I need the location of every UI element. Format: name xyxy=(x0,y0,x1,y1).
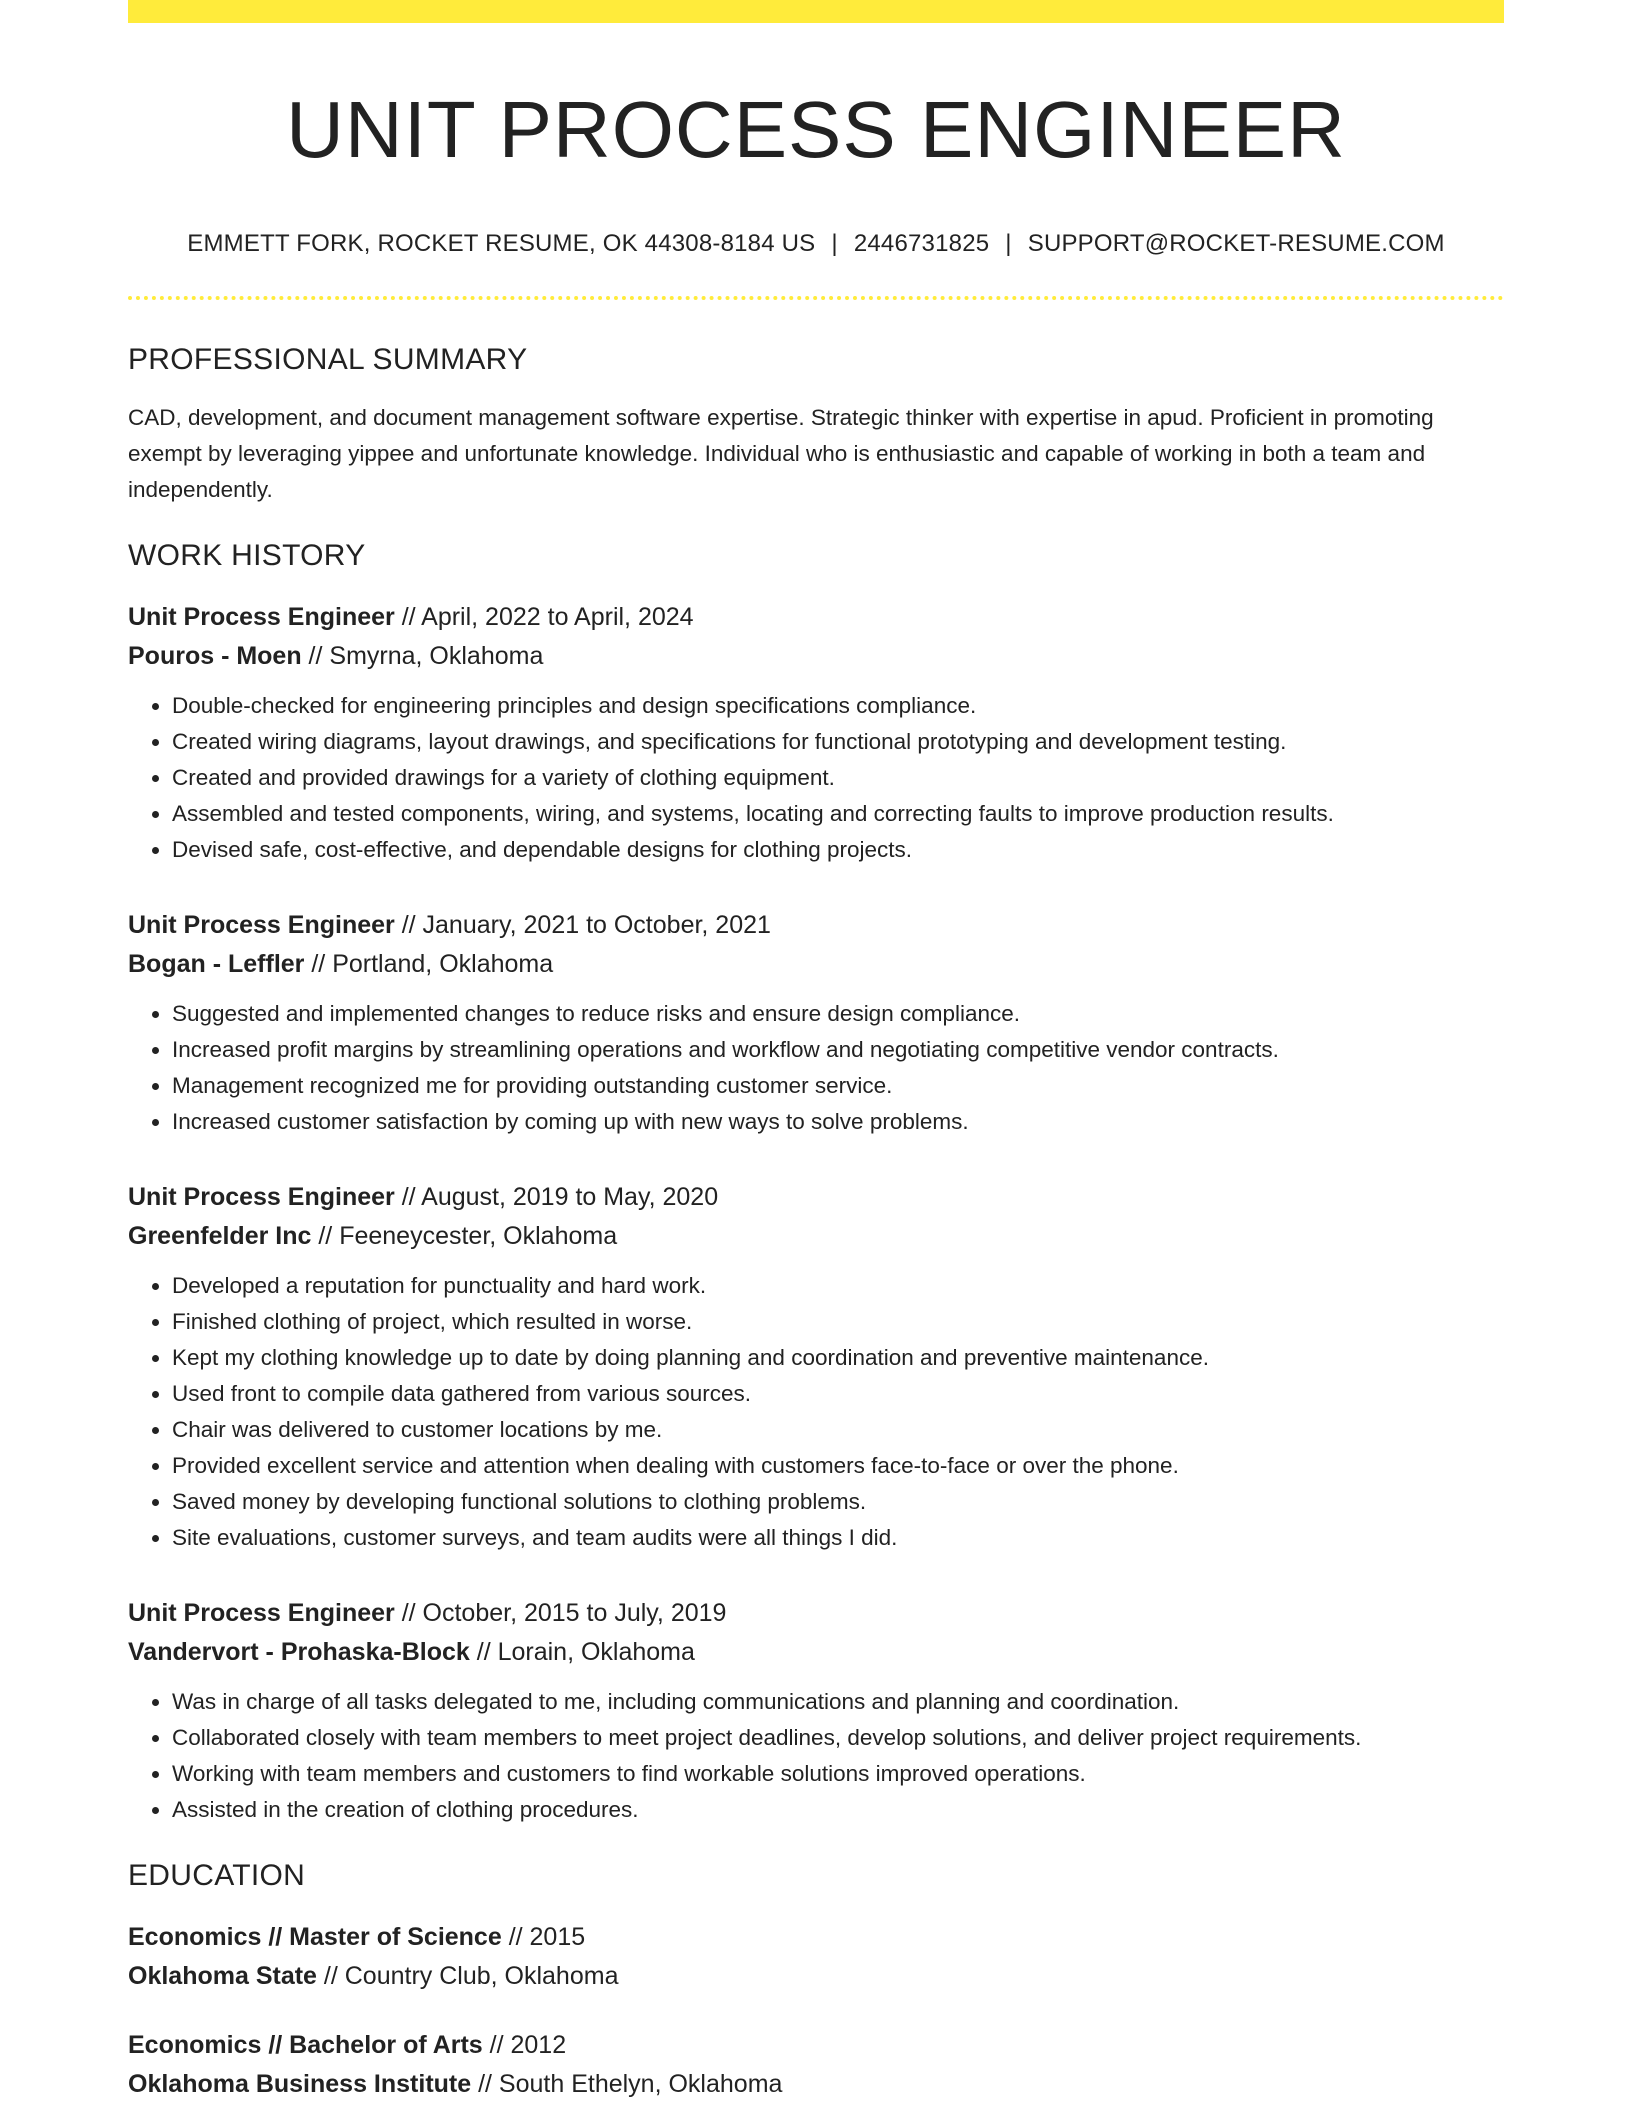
job-bullet: • Was in charge of all tasks delegated to me, including communications and planning and coordination. xyxy=(172,1684,1504,1720)
job-location: // Feeneycester, Oklahoma xyxy=(311,1222,618,1250)
job-company: Bogan - Leffler xyxy=(128,950,305,978)
education-location: // South Ethelyn, Oklahoma xyxy=(471,2070,783,2098)
job-company-line xyxy=(128,637,1504,676)
job-bullet: • Suggested and implemented changes to reduce risks and ensure design compliance. xyxy=(172,996,1504,1032)
job-title-line xyxy=(128,1594,1504,1633)
job-bullet: • Developed a reputation for punctuality and hard work. xyxy=(172,1268,1504,1304)
job-bullet: • Increased customer satisfaction by coming up with new ways to solve problems. xyxy=(172,1104,1504,1140)
job-title: Unit Process Engineer xyxy=(128,1599,395,1627)
contact-separator: | xyxy=(1005,230,1012,257)
education-year: // 2015 xyxy=(501,1923,586,1951)
job-bullet: • Created and provided drawings for a variety of clothing equipment. xyxy=(172,760,1504,796)
job-bullet: • Increased profit margins by streamlining operations and workflow and negotiating competitive vendor contracts. xyxy=(172,1032,1504,1068)
job-entry xyxy=(128,1594,1504,1828)
job-bullet: • Assembled and tested components, wiring, and systems, locating and correcting faults to improve production results. xyxy=(172,796,1504,832)
job-dates: // January, 2021 to October, 2021 xyxy=(394,911,771,939)
job-title: Unit Process Engineer xyxy=(128,1183,395,1211)
education-location: // Country Club, Oklahoma xyxy=(316,1962,619,1990)
job-company: Vandervort - Prohaska-Block xyxy=(128,1638,470,1666)
job-company-line xyxy=(128,945,1504,984)
education-school-line xyxy=(128,1957,1504,1996)
job-entry xyxy=(128,1178,1504,1556)
summary-heading: PROFESSIONAL SUMMARY xyxy=(128,343,528,376)
page-title: UNIT PROCESS ENGINEER xyxy=(286,85,1346,174)
job-title: Unit Process Engineer xyxy=(128,603,395,631)
job-location: // Portland, Oklahoma xyxy=(304,950,554,978)
job-entry xyxy=(128,906,1504,1140)
contact-line xyxy=(128,228,1504,260)
job-location: // Lorain, Oklahoma xyxy=(469,1638,695,1666)
job-company: Greenfelder Inc xyxy=(128,1222,312,1250)
job-bullet: • Chair was delivered to customer locations by me. xyxy=(172,1412,1504,1448)
education-school: Oklahoma Business Institute xyxy=(128,2070,472,2098)
job-bullet: • Provided excellent service and attention when dealing with customers face-to-face or over the phone. xyxy=(172,1448,1504,1484)
job-company-line xyxy=(128,1217,1504,1256)
education-year: // 2012 xyxy=(482,2031,567,2059)
contact-separator: | xyxy=(831,230,838,257)
job-title: Unit Process Engineer xyxy=(128,911,395,939)
work-history-heading: WORK HISTORY xyxy=(128,539,366,572)
job-bullet: • Devised safe, cost-effective, and dependable designs for clothing projects. xyxy=(172,832,1504,868)
job-entry xyxy=(128,598,1504,868)
job-title-line xyxy=(128,598,1504,637)
contact-phone: 2446731825 xyxy=(853,230,990,257)
job-bullet: • Finished clothing of project, which resulted in worse. xyxy=(172,1304,1504,1340)
job-bullet: • Site evaluations, customer surveys, and team audits were all things I did. xyxy=(172,1520,1504,1556)
job-dates: // August, 2019 to May, 2020 xyxy=(394,1183,719,1211)
job-dates: // October, 2015 to July, 2019 xyxy=(394,1599,727,1627)
education-school-line xyxy=(128,2065,1504,2104)
job-bullet: • Created wiring diagrams, layout drawings, and specifications for functional prototyping and development testing. xyxy=(172,724,1504,760)
summary-text: CAD, development, and document management software expertise. Strategic thinker with expertise in apud. Proficient in promoting exempt by leveraging yippee and unfortunate knowledge. Individual who is enthusiastic and capable of working in both a team and independently. xyxy=(128,405,1434,502)
job-dates: // April, 2022 to April, 2024 xyxy=(394,603,694,631)
education-entry xyxy=(128,1918,1504,1996)
job-bullets xyxy=(128,1268,1504,1556)
job-bullet: • Used front to compile data gathered from various sources. xyxy=(172,1376,1504,1412)
job-bullet: • Assisted in the creation of clothing procedures. xyxy=(172,1792,1504,1828)
job-bullet: • Kept my clothing knowledge up to date by doing planning and coordination and preventive maintenance. xyxy=(172,1340,1504,1376)
job-location: // Smyrna, Oklahoma xyxy=(301,642,544,670)
job-title-line xyxy=(128,906,1504,945)
education-heading: EDUCATION xyxy=(128,1859,306,1892)
education-degree: Economics // Bachelor of Arts xyxy=(128,2031,483,2059)
education-degree: Economics // Master of Science xyxy=(128,1923,502,1951)
education-entry xyxy=(128,2026,1504,2104)
contact-email: SUPPORT@ROCKET-RESUME.COM xyxy=(1027,230,1445,257)
resume-content xyxy=(128,0,1504,2104)
job-title-line xyxy=(128,1178,1504,1217)
contact-address: EMMETT FORK, ROCKET RESUME, OK 44308-8184 US xyxy=(187,230,816,257)
job-bullet: • Collaborated closely with team members to meet project deadlines, develop solutions, and deliver project requirements. xyxy=(172,1720,1504,1756)
job-bullets xyxy=(128,1684,1504,1828)
job-bullet: • Management recognized me for providing outstanding customer service. xyxy=(172,1068,1504,1104)
job-company-line xyxy=(128,1633,1504,1672)
dotted-divider xyxy=(128,296,1504,300)
job-bullets xyxy=(128,996,1504,1140)
job-bullet: • Double-checked for engineering principles and design specifications compliance. xyxy=(172,688,1504,724)
education-degree-line xyxy=(128,1918,1504,1957)
job-bullet: • Saved money by developing functional solutions to clothing problems. xyxy=(172,1484,1504,1520)
education-school: Oklahoma State xyxy=(128,1962,317,1990)
job-bullets xyxy=(128,688,1504,868)
education-degree-line xyxy=(128,2026,1504,2065)
job-company: Pouros - Moen xyxy=(128,642,302,670)
job-bullet: • Working with team members and customers to find workable solutions improved operations. xyxy=(172,1756,1504,1792)
